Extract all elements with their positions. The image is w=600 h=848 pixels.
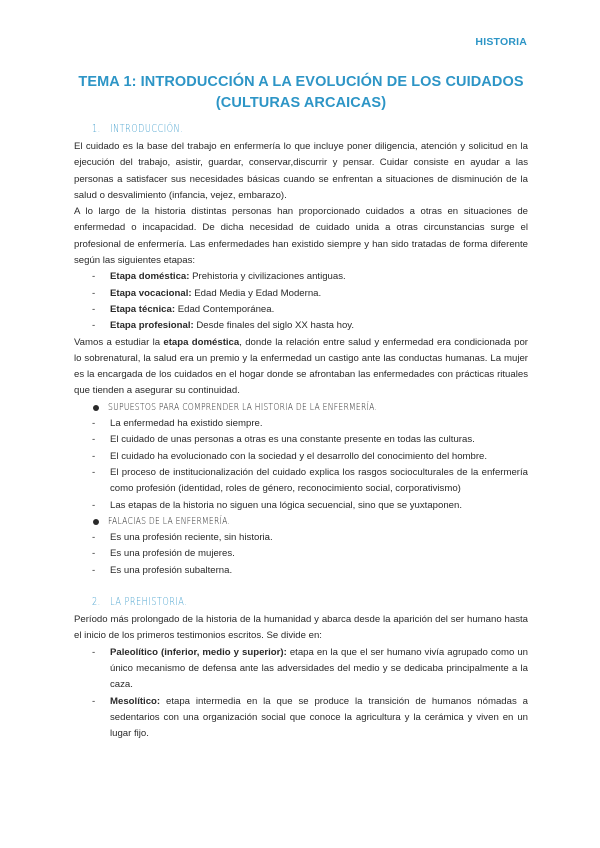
p3-before: Vamos a estudiar la [74,336,164,348]
list-item: - Es una profesión reciente, sin historia. [74,530,528,546]
period-desc: etapa intermedia en la que se produce la transición de humanos nómadas a sedentarios con una organización social que conoce la agricultura y la cerámica y viven en un lugar fijo. [110,695,528,740]
assumptions-heading [74,400,528,416]
section-2-heading [92,596,432,608]
list-item [74,694,528,743]
list-item [74,269,528,285]
document-title [74,0,528,114]
list-item [74,645,528,694]
fallacies-list [74,530,528,579]
list-item [74,318,528,334]
section-1-title: INTRODUCCIÓN. [110,123,184,135]
intro-paragraph-1: El cuidado es la base del trabajo en enfermería lo que incluye poner diligencia, atención y solicitud en la ejecución del trabajo, asistir, guardar, conservar,discurrir y pensar. Cuidar consiste en ayudar a las personas a satisfacer sus necesidades básicas cuando se enfrentan a situaciones de disminución de la salud o desvalimiento (infancia, vejez, embarazo). [74,141,528,201]
stages-list [74,269,528,334]
p3-after: , donde la relación entre salud y enfermedad era condicionada por lo sobrenatural, la salud era un premio y la enfermedad un castigo ante las conductas humanas. La mujer es la encargada de los cuidados en el hogar donde se afrontaban las enfermedades con prácticas rituales que tienden a asegurar su continuidad. [74,336,528,397]
stage-desc: Edad Contemporánea. [175,303,275,315]
stage-desc: Edad Media y Edad Moderna. [191,287,322,299]
intro-paragraph-3 [74,335,528,400]
period-term: Paleolítico (inferior, medio y superior): [110,646,287,658]
list-item: - La enfermedad ha existido siempre. [74,416,528,432]
fallacies-heading-text: FALACIAS DE LA ENFERMERÍA. [108,515,231,527]
stage-term: Etapa técnica: [110,303,176,315]
prehistory-paragraph: Período más prolongado de la historia de la humanidad y abarca desde la aparición del ser humano hasta el inicio de los primeros testimonios escritos. Se divide en: [74,614,528,642]
list-item: - El cuidado ha evolucionado con la sociedad y el desarrollo del conocimiento del hombre. [74,449,528,465]
assumptions-list [74,416,528,514]
section-2-number: 2. [92,596,101,609]
assumptions-heading-text: SUPUESTOS PARA COMPRENDER LA HISTORIA DE LA ENFERMERÍA. [108,401,378,413]
list-item: - Es una profesión subalterna. [74,563,528,579]
stage-term: Etapa vocacional: [110,287,192,299]
section-2-title: LA PREHISTORIA. [110,596,188,609]
section-1-number: 1. [92,123,101,135]
bullet-icon [93,405,99,411]
intro-paragraph-2: A lo largo de la historia distintas personas han proporcionado cuidados a otras en situaciones de enfermedad o incapacidad. De dicha necesidad de cuidado unida a otras circunstancias surge el profesional de enfermería. Las enfermedades han existido siempre y han sido tratadas de forma diferente según las siguientes etapas: [74,206,528,267]
list-item [74,286,528,302]
p3-bold: etapa doméstica [163,336,240,348]
title-line-1: TEMA 1: INTRODUCCIÓN A LA EVOLUCIÓN DE LOS CUIDADOS [78,74,524,90]
list-item: - El proceso de institucionalización del cuidado explica los rasgos socioculturales de la enfermería como profesión (identidad, roles de género, reconocimiento social, corporativismo) [74,465,528,498]
list-item: - El cuidado de unas personas a otras es una constante presente en todas las culturas. [74,432,528,448]
bullet-icon [93,519,99,525]
stage-term: Etapa doméstica: [110,271,190,283]
period-desc: etapa en la que el ser humano vivía agrupado como un único mecanismo de defensa ante las adversidades del medio y se dedicaba principalmente a la caza. [110,646,528,691]
stage-desc: Desde finales del siglo XX hasta hoy. [193,320,355,332]
list-item: - Las etapas de la historia no siguen una lógica secuencial, sino que se yuxtaponen. [74,498,528,514]
fallacies-heading [74,514,528,530]
running-header: HISTORIA [475,36,527,48]
period-term: Mesolítico: [110,695,161,707]
section-1-heading [92,123,432,135]
list-item: - Es una profesión de mujeres. [74,546,528,562]
periods-list [74,645,528,743]
stage-desc: Prehistoria y civilizaciones antiguas. [189,271,346,283]
list-item [74,302,528,318]
stage-term: Etapa profesional: [110,320,194,332]
title-line-2: (CULTURAS ARCAICAS) [215,95,387,111]
